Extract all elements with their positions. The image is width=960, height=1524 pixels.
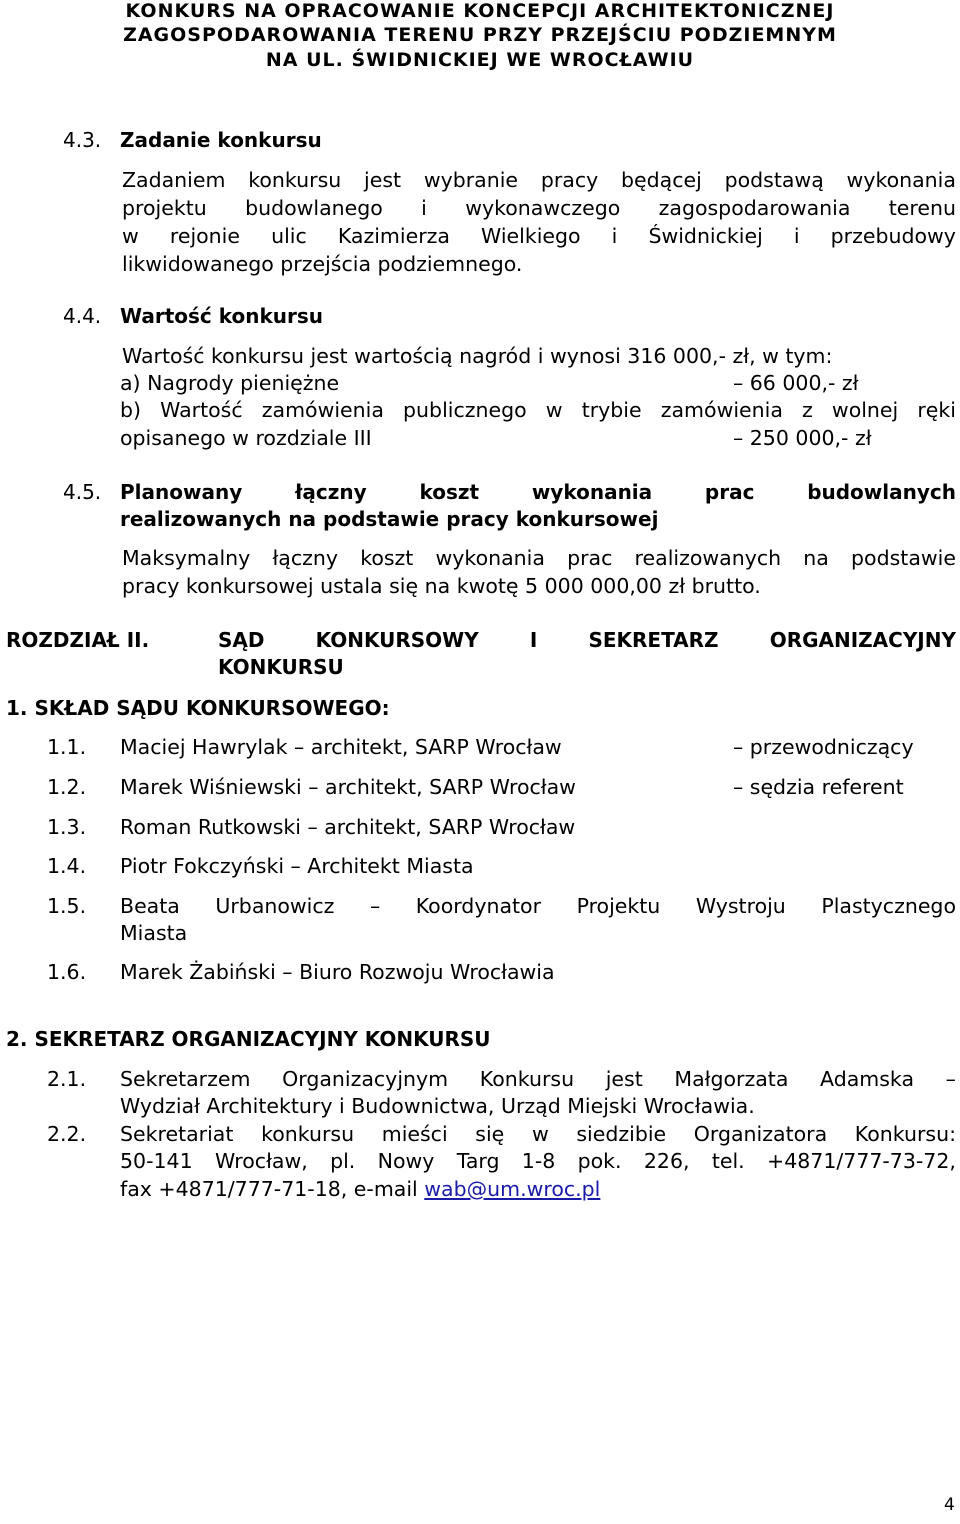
prize-a-value: – 66 000,- zł xyxy=(733,371,859,395)
jury-member-1-role: – przewodniczący xyxy=(733,735,914,759)
section-4-4-number: 4.4. xyxy=(63,304,102,328)
section-4-5-title-line2: realizowanych na podstawie pracy konkursowej xyxy=(120,507,659,531)
section-4-4-title: Wartość konkursu xyxy=(120,304,324,328)
section-4-3-number: 4.3. xyxy=(63,128,102,152)
section-4-5-title-line1: Planowany łączny koszt wykonania prac budowlanych xyxy=(120,480,956,504)
section-4-3-line1: Zadaniem konkursu jest wybranie pracy będącej podstawą wykonania xyxy=(122,168,956,192)
secretary-item-2-line3 xyxy=(120,1177,600,1201)
jury-member-3: Roman Rutkowski – architekt, SARP Wrocław xyxy=(120,815,576,839)
jury-member-4-number: 1.4. xyxy=(47,854,87,878)
section-4-3-line2: projektu budowlanego i wykonawczego zagospodarowania terenu xyxy=(122,196,956,220)
jury-member-2-role: – sędzia referent xyxy=(733,775,904,799)
jury-member-6-number: 1.6. xyxy=(47,960,87,984)
prize-b-line2: opisanego w rozdziale III xyxy=(120,426,372,450)
section-4-3-title: Zadanie konkursu xyxy=(120,128,322,152)
secretary-item-2-number: 2.2. xyxy=(47,1122,87,1146)
jury-member-3-number: 1.3. xyxy=(47,815,87,839)
chapter-title-line2: KONKURSU xyxy=(218,655,344,679)
prize-b-value: – 250 000,- zł xyxy=(733,426,872,450)
jury-member-6: Marek Żabiński – Biuro Rozwoju Wrocławia xyxy=(120,960,555,984)
section-4-3-line3: w rejonie ulic Kazimierza Wielkiego i Świdnickiej i przebudowy xyxy=(122,224,956,248)
section-4-5-text-line1: Maksymalny łączny koszt wykonania prac realizowanych na podstawie xyxy=(122,546,956,570)
section-4-5-number: 4.5. xyxy=(63,480,102,504)
page-number: 4 xyxy=(944,1495,955,1515)
jury-member-4: Piotr Fokczyński – Architekt Miasta xyxy=(120,854,474,878)
secretary-item-1-line2: Wydział Architektury i Budownictwa, Urząd Miejski Wrocławia. xyxy=(120,1094,755,1118)
jury-member-5: Beata Urbanowicz – Koordynator Projektu Wystroju Plastycznego xyxy=(120,894,956,918)
doc-header-line3: NA UL. ŚWIDNICKIEJ WE WROCŁAWIU xyxy=(265,49,695,71)
section-4-5-text-line2: pracy konkursowej ustala się na kwotę 5 000 000,00 zł brutto. xyxy=(122,574,761,598)
email-link[interactable]: wab@um.wroc.pl xyxy=(424,1177,601,1201)
jury-heading: 1. SKŁAD SĄDU KONKURSOWEGO: xyxy=(6,696,390,720)
doc-header-line1: KONKURS NA OPRACOWANIE KONCEPCJI ARCHITEKTONICZNEJ xyxy=(125,0,835,22)
jury-member-5-cont: Miasta xyxy=(120,921,188,945)
jury-member-1-number: 1.1. xyxy=(47,735,87,759)
doc-header-line2: ZAGOSPODAROWANIA TERENU PRZY PRZEJŚCIU PODZIEMNYM xyxy=(123,24,837,46)
secretary-item-2-line2: 50-141 Wrocław, pl. Nowy Targ 1-8 pok. 226, tel. +4871/777-73-72, xyxy=(120,1149,956,1173)
section-4-3-line4: likwidowanego przejścia podziemnego. xyxy=(122,252,523,276)
prize-a-label: a) Nagrody pieniężne xyxy=(120,371,340,395)
chapter-title-line1: SĄD KONKURSOWY I SEKRETARZ ORGANIZACYJNY xyxy=(218,628,956,652)
jury-member-2-number: 1.2. xyxy=(47,775,87,799)
secretary-item-1-line1: Sekretarzem Organizacyjnym Konkursu jest Małgorzata Adamska – xyxy=(120,1067,956,1091)
secretary-item-2-line1: Sekretariat konkursu mieści się w siedzibie Organizatora Konkursu: xyxy=(120,1122,956,1146)
secretary-item-1-number: 2.1. xyxy=(47,1067,87,1091)
jury-member-1: Maciej Hawrylak – architekt, SARP Wrocław xyxy=(120,735,562,759)
section-4-4-intro: Wartość konkursu jest wartością nagród i wynosi 316 000,- zł, w tym: xyxy=(122,344,833,368)
secretary-heading: 2. SEKRETARZ ORGANIZACYJNY KONKURSU xyxy=(6,1027,491,1051)
jury-member-5-number: 1.5. xyxy=(47,894,87,918)
prize-b-line1: b) Wartość zamówienia publicznego w trybie zamówienia z wolnej ręki xyxy=(120,398,956,422)
jury-member-2: Marek Wiśniewski – architekt, SARP Wrocław xyxy=(120,775,576,799)
fax-text: fax +4871/777-71-18, e-mail xyxy=(120,1177,425,1201)
chapter-label: ROZDZIAŁ II. xyxy=(6,628,150,652)
